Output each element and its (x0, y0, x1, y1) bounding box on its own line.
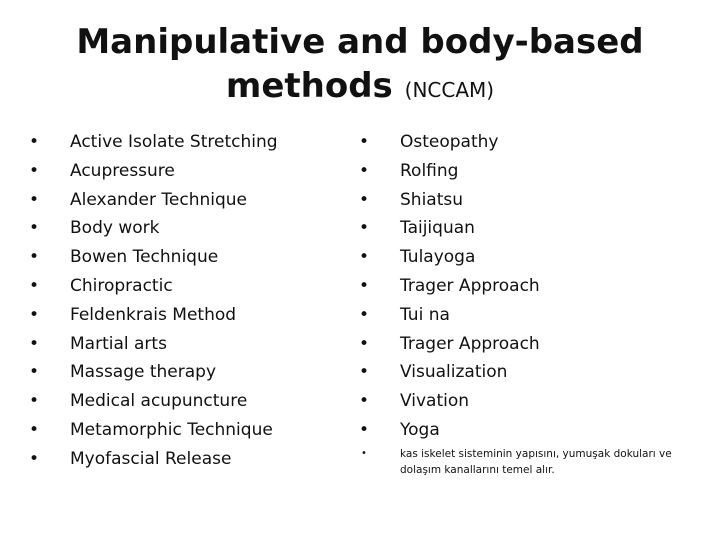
bullet-icon: • (358, 419, 370, 440)
list-item-label: Bowen Technique (70, 247, 219, 268)
note-text: kas iskelet sisteminin yapısını, yumuşak dokuları ve dolaşım kanallarını temel alır. (400, 448, 672, 476)
bullet-icon: • (358, 247, 370, 268)
list-item (28, 214, 348, 243)
list-item (358, 186, 698, 215)
list-item (28, 128, 348, 157)
list-item (28, 272, 348, 301)
list-item-label: Medical acupuncture (70, 391, 248, 412)
list-item (28, 186, 348, 215)
list-item-label: Tulayoga (400, 247, 476, 268)
list-item-label: Myofascial Release (70, 448, 232, 469)
list-item-label: Alexander Technique (70, 189, 248, 210)
bullet-icon: • (28, 189, 40, 210)
list-item (358, 157, 698, 186)
bullet-icon: • (28, 304, 40, 325)
bullet-icon: • (28, 391, 40, 412)
title-main: methods (225, 66, 393, 106)
bullet-icon: • (358, 218, 370, 239)
left-method-list (28, 128, 348, 474)
list-item (358, 301, 698, 330)
title-source: (NCCAM) (404, 78, 495, 102)
right-method-list (358, 128, 698, 445)
bullet-icon: • (358, 275, 370, 296)
list-item (358, 387, 698, 416)
list-item-label: Rolfing (400, 160, 459, 181)
list-item-label: Massage therapy (70, 362, 217, 383)
list-item-label: Trager Approach (400, 333, 540, 354)
list-item (28, 416, 348, 445)
bullet-icon: • (28, 362, 40, 383)
list-item (28, 445, 348, 474)
bullet-icon: • (28, 448, 40, 469)
list-item-label: Osteopathy (400, 132, 499, 152)
list-item (358, 128, 698, 157)
list-item-label: Feldenkrais Method (70, 304, 237, 325)
bullet-icon: • (28, 275, 40, 296)
list-item-label: Martial arts (70, 333, 167, 354)
list-item (358, 243, 698, 272)
list-item (358, 330, 698, 359)
list-item (28, 243, 348, 272)
bullet-icon: • (28, 419, 40, 440)
bullet-icon: • (28, 247, 40, 268)
list-item (358, 214, 698, 243)
list-item-label: Shiatsu (400, 189, 464, 210)
list-item (28, 358, 348, 387)
list-item (358, 416, 698, 445)
bullet-icon: • (358, 391, 370, 412)
bullet-icon: • (358, 333, 370, 354)
bullet-icon: • (358, 189, 370, 210)
bullet-icon: • (28, 333, 40, 354)
list-item-label: Body work (70, 218, 160, 239)
title-line-1: Manipulative and body-based (76, 22, 644, 62)
list-item-label: Taijiquan (400, 218, 475, 239)
bullet-icon: • (28, 160, 40, 181)
bullet-icon: • (358, 160, 370, 181)
list-item-label: Tui na (400, 304, 450, 325)
bullet-icon: • (28, 132, 40, 152)
list-item (358, 358, 698, 387)
list-item-label: Trager Approach (400, 275, 540, 296)
slide-title (0, 20, 720, 112)
list-item (28, 157, 348, 186)
list-item (28, 301, 348, 330)
list-item-label: Active Isolate Stretching (70, 132, 278, 152)
list-item-label: Acupressure (70, 160, 175, 181)
title-line-2 (0, 64, 720, 112)
list-item-label: Chiropractic (70, 275, 173, 296)
bullet-icon: • (358, 362, 370, 383)
list-item (358, 272, 698, 301)
bullet-icon: • (28, 218, 40, 239)
list-item-label: Visualization (400, 362, 508, 383)
bullet-icon: • (358, 304, 370, 325)
list-item (28, 330, 348, 359)
list-item (28, 387, 348, 416)
bullet-icon: • (361, 448, 367, 459)
list-item-label: Vivation (400, 391, 470, 412)
bullet-icon: • (358, 132, 370, 152)
list-item-label: Yoga (400, 419, 440, 440)
list-item-label: Metamorphic Technique (70, 419, 273, 440)
